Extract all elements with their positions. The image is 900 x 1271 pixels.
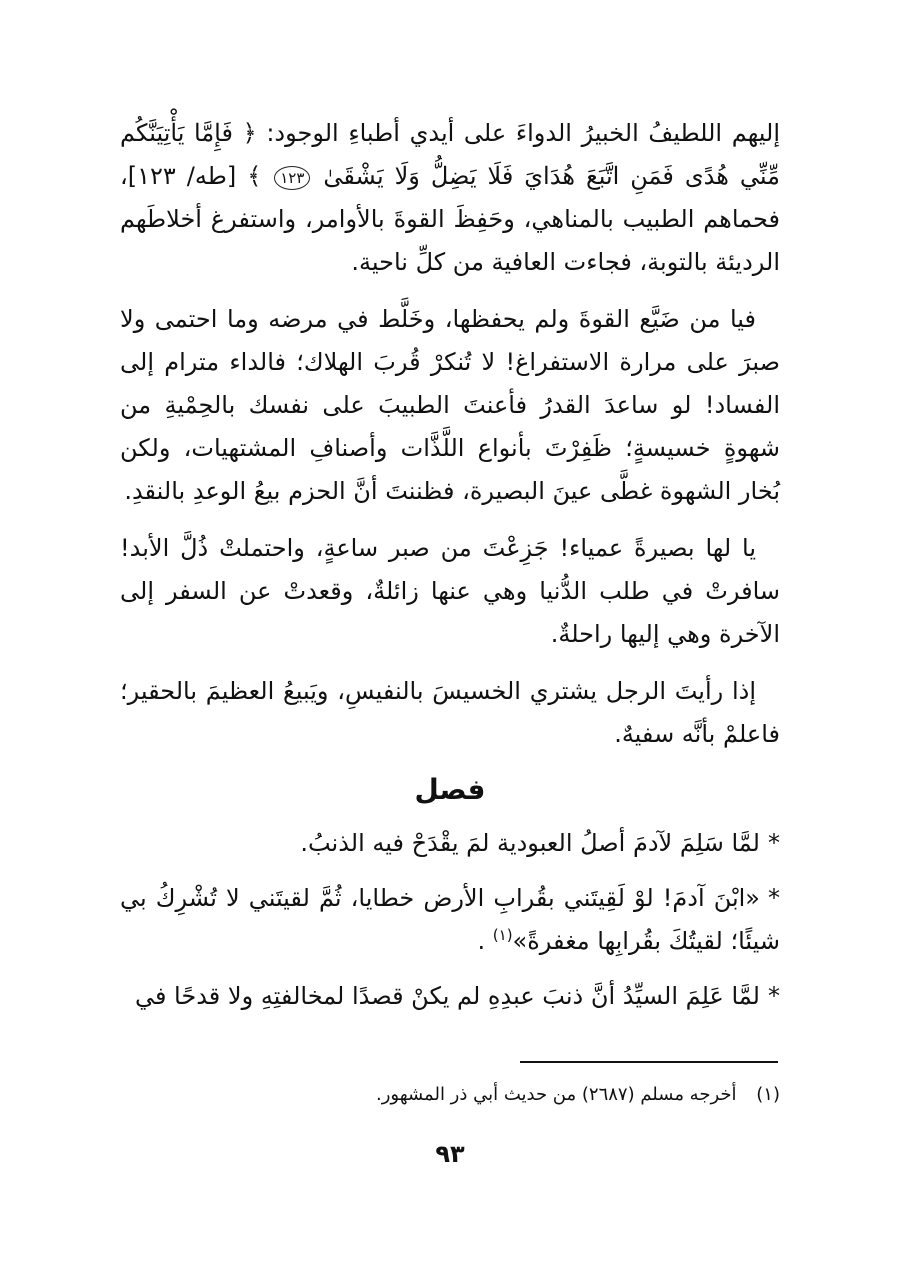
- section-item-1: [120, 822, 780, 865]
- paragraph-1: [120, 112, 780, 284]
- paragraph-2: [120, 298, 780, 513]
- section-item-1-text: لمَّا سَلِمَ لآدمَ أصلُ العبودية لمَ يقْدَحْ فيه الذنبُ.: [300, 829, 760, 857]
- paragraph-3-text: يا لها بصيرةً عمياء! جَزِعْتَ من صبر ساعةٍ، واحتملتْ ذُلَّ الأبد! سافرتْ في طلب الدُّنيا وهي عنها زائلةٌ، وقعدتْ عن السفر إلى الآخرة وهي إليها راحلةٌ.: [120, 534, 780, 648]
- bullet-star-icon: *: [768, 884, 780, 912]
- footnote-text: أخرجه مسلم (٢٦٨٧) من حديث أبي ذر المشهور.: [375, 1084, 737, 1105]
- section-item-2-text: «ابْنَ آدمَ! لوْ لَقِيتَني بقُرابِ الأرض خطايا، ثُمَّ لقيتَني لا تُشْرِكُ بي شيئًا؛ لقيتُكَ بقُرابِها مغفرةً»: [120, 884, 780, 955]
- ayah-number-mark: ١٢٣: [274, 166, 310, 190]
- page-body: [120, 112, 780, 1030]
- quran-close-bracket: ﴾: [247, 162, 262, 190]
- footnote-divider: [520, 1061, 778, 1063]
- footnote-reference[interactable]: (١): [492, 926, 513, 944]
- bullet-star-icon: *: [768, 982, 780, 1010]
- paragraph-1-text-b: ، فحماهم الطبيب بالمناهي، وحَفِظَ القوةَ بالأوامر، واستفرغ أخلاطَهم الرديئة بالتوبة، فجاءت العافية من كلِّ ناحية.: [120, 162, 780, 276]
- paragraph-4: [120, 670, 780, 756]
- quran-citation: [طه/ ١٢٣]: [127, 162, 237, 190]
- paragraph-2-text: فيا من ضَيَّع القوةَ ولم يحفظها، وخَلَّط في مرضه وما احتمى ولا صبرَ على مرارة الاستفراغ! لا تُنكرْ قُربَ الهلاك؛ فالداء مترام إلى الفساد! لو ساعدَ القدرُ فأعنتَ الطبيبَ على نفسك بالحِمْيةِ من شهوةٍ خسيسةٍ؛ ظَفِرْتَ بأنواع اللَّذَّات وأصنافِ المشتهيات، ولكن بُخار الشهوة غطَّى عينَ البصيرة، فظننتَ أنَّ الحزم بيعُ الوعدِ بالنقدِ.: [120, 305, 780, 505]
- section-item-3: [120, 975, 780, 1018]
- paragraph-4-text: إذا رأيتَ الرجل يشتري الخسيسَ بالنفيسِ، ويَبيعُ العظيمَ بالحقير؛ فاعلمْ بأنَّه سفيهٌ.: [120, 677, 780, 748]
- section-item-3-text: لمَّا عَلِمَ السيِّدُ أنَّ ذنبَ عبدِهِ لم يكنْ قصدًا لمخالفتِهِ ولا قدحًا في: [134, 982, 760, 1010]
- section-title: فصل: [414, 773, 486, 806]
- footnote-number: (١): [756, 1084, 780, 1105]
- quran-verse-text: فَإِمَّا يَأْتِيَنَّكُم مِّنِّي هُدًى فَمَنِ اتَّبَعَ هُدَايَ فَلَا يَضِلُّ وَلَا يَشْقَىٰ: [120, 119, 780, 190]
- footnote: [120, 1080, 780, 1110]
- paragraph-1-text-a: إليهم اللطيفُ الخبيرُ الدواءَ على أيدي أطباءِ الوجود:: [266, 119, 780, 147]
- section-item-2: [120, 877, 780, 963]
- paragraph-3: [120, 527, 780, 656]
- bullet-star-icon: *: [768, 829, 780, 857]
- section-item-2-end: .: [477, 927, 486, 955]
- page-number: ٩٣: [435, 1140, 465, 1168]
- quran-open-bracket: ﴿: [242, 119, 257, 147]
